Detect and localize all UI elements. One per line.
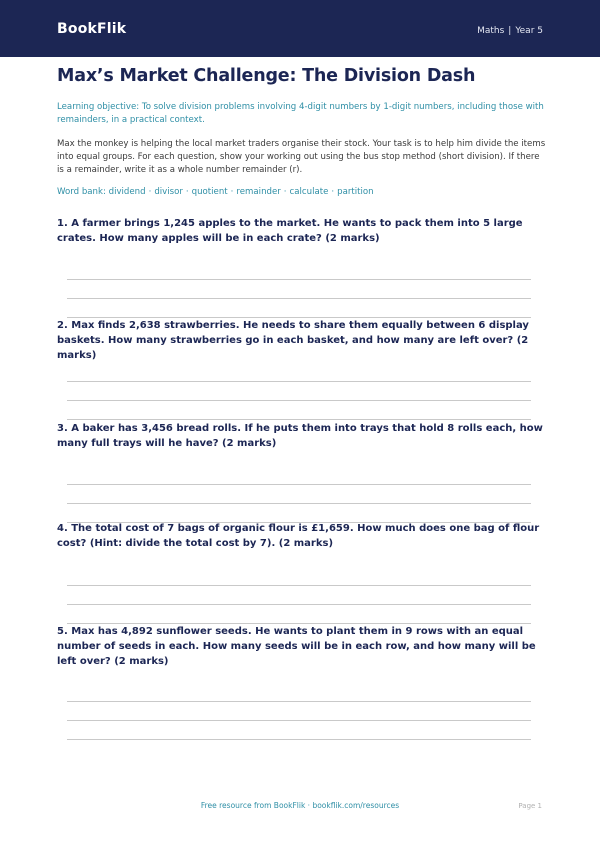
- word-bank-word: remainder: [236, 187, 281, 197]
- footer-link[interactable]: Free resource from BookFlik · bookflik.com/resources: [200, 801, 400, 810]
- word-bank-label: Word bank:: [57, 187, 106, 197]
- page-number: Page 1: [518, 802, 542, 810]
- word-bank-word: calculate: [289, 187, 329, 197]
- answer-line[interactable]: [67, 739, 531, 740]
- question-2: 2. Max finds 2,638 strawberries. He needs to share them equally between 6 display baskets. How many strawberries go in each basket, and how many are left over? (2 marks): [57, 320, 529, 361]
- question-5: 5. Max has 4,892 sunflower seeds. He wants to plant them in 9 rows with an equal number of seeds in each. How many seeds will be in each row, and how many will be left over? (2 marks): [57, 626, 536, 667]
- answer-line[interactable]: [67, 503, 531, 504]
- subject-label: Maths: [477, 26, 505, 36]
- answer-line[interactable]: [67, 720, 531, 721]
- brand-logo[interactable]: BookFlik: [57, 21, 127, 37]
- word-bank-word: divisor: [154, 187, 183, 197]
- page-header: [0, 0, 600, 57]
- worksheet-title: Max’s Market Challenge: The Division Dash: [57, 66, 476, 86]
- answer-line[interactable]: [67, 701, 531, 702]
- question-1: 1. A farmer brings 1,245 apples to the market. He wants to pack them into 5 large crates. How many apples will be in each crate? (2 marks): [57, 218, 523, 244]
- word-bank-word: partition: [337, 187, 374, 197]
- answer-line[interactable]: [67, 419, 531, 420]
- intro-text: Max the monkey is helping the local market traders organise their stock. Your task is to help him divide the items into equal groups. For each question, show your working out using the bus stop method (short division). If there is a remainder, write it as a whole number remainder (r).: [57, 139, 546, 175]
- word-bank: Word bank: dividend · divisor · quotient · remainder · calculate · partition: [57, 187, 374, 197]
- word-bank-word: quotient: [191, 187, 228, 197]
- answer-line[interactable]: [67, 279, 531, 280]
- meta-separator: |: [508, 26, 512, 36]
- year-label: Year 5: [515, 26, 543, 36]
- answer-line[interactable]: [67, 381, 531, 382]
- header-meta: [477, 27, 543, 36]
- question-3: 3. A baker has 3,456 bread rolls. If he puts them into trays that hold 8 rolls each, how many full trays will he have? (2 marks): [57, 423, 543, 449]
- answer-line[interactable]: [67, 484, 531, 485]
- answer-line[interactable]: [67, 604, 531, 605]
- question-4: 4. The total cost of 7 bags of organic flour is £1,659. How much does one bag of flour cost? (Hint: divide the total cost by 7). (2 marks): [57, 523, 540, 549]
- answer-line[interactable]: [67, 400, 531, 401]
- answer-line[interactable]: [67, 585, 531, 586]
- learning-objective: Learning objective: To solve division problems involving 4-digit numbers by 1-digit numbers, including those with remainders, in a practical context.: [57, 102, 544, 125]
- word-bank-word: dividend: [108, 187, 146, 197]
- answer-line[interactable]: [67, 298, 531, 299]
